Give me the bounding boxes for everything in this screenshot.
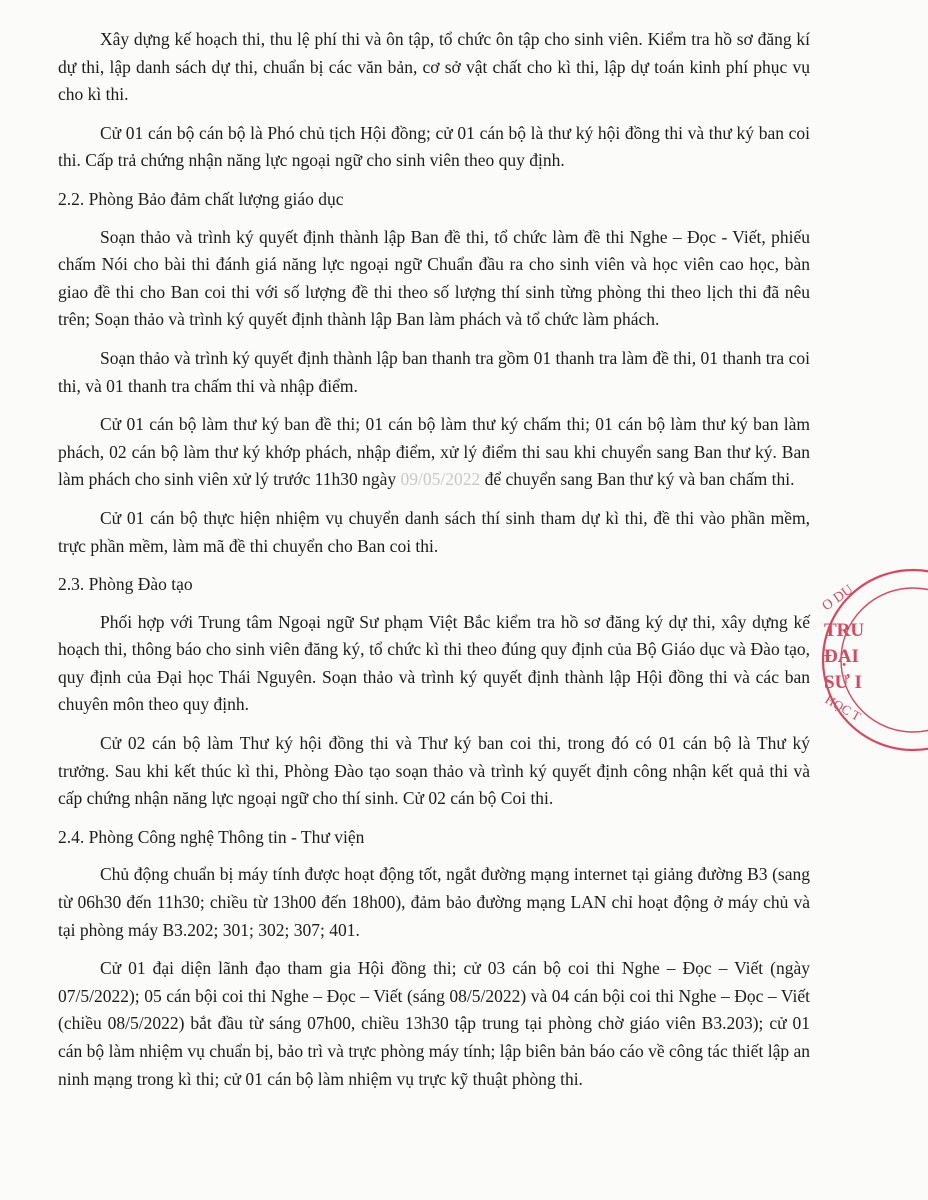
seal-icon [808, 560, 928, 770]
paragraph: Cử 02 cán bộ làm Thư ký hội đồng thi và Thư ký ban coi thi, trong đó có 01 cán bộ là Thư ký trưởng. Sau khi kết thúc kì thi, Phòng Đào tạo soạn thảo và trình ký quyết định công nhận kết quả thi và cấp chứng nhận năng lực ngoại ngữ cho thí sinh. Cử 02 cán bộ Coi thi. [58, 733, 810, 809]
paragraph: Xây dựng kế hoạch thi, thu lệ phí thi và ôn tập, tổ chức ôn tập cho sinh viên. Kiểm tra hồ sơ đăng kí dự thi, lập danh sách dự thi, chuẩn bị các văn bản, cơ sở vật chất cho kì thi, lập dự toán kinh phí phục vụ cho kì thi. [58, 29, 810, 105]
paragraph [58, 411, 810, 494]
svg-text:TRU: TRU [824, 620, 865, 641]
paragraph: Cử 01 đại diện lãnh đạo tham gia Hội đồng thi; cử 03 cán bộ coi thi Nghe – Đọc – Viết (ngày 07/5/2022); 05 cán bội coi thi Nghe – Đọc – Viết (sáng 08/5/2022) và 04 cán bội coi thi Nghe – Đọc – Viết (chiều 08/5/2022) bắt đầu từ sáng 07h00, chiều 13h30 tập trung tại phòng chờ giáo viên B3.203); cử 01 cán bộ làm nhiệm vụ chuẩn bị, bảo trì và trực phòng máy tính; lập biên bản báo cáo về công tác thiết lập an ninh mạng trong kì thi; cử 01 cán bộ làm nhiệm vụ trực kỹ thuật phòng thi. [58, 958, 810, 1089]
paragraph: Chủ động chuẩn bị máy tính được hoạt động tốt, ngắt đường mạng internet tại giảng đường B3 (sang từ 06h30 đến 11h30; chiều từ 13h00 đến 18h00), đảm bảo đường mạng LAN chỉ hoạt động ở máy chủ và tại phòng máy B3.202; 301; 302; 307; 401. [58, 864, 810, 940]
svg-text:HỌC T: HỌC T [822, 691, 864, 724]
paragraph: Phối hợp với Trung tâm Ngoại ngữ Sư phạm Việt Bắc kiểm tra hồ sơ đăng ký dự thi, xây dựng kế hoạch thi, thông báo cho sinh viên đăng ký, tổ chức kì thi theo đúng quy định của Bộ Giáo dục và Đào tạo, quy định của Đại học Thái Nguyên. Soạn thảo và trình ký quyết định thành lập Hội đồng thi và các ban chuyên môn theo quy định. [58, 611, 810, 715]
paragraph: Cử 01 cán bộ cán bộ là Phó chủ tịch Hội đồng; cử 01 cán bộ là thư ký hội đồng thi và thư ký ban coi thi. Cấp trả chứng nhận năng lực ngoại ngữ cho sinh viên theo quy định. [58, 122, 810, 171]
paragraph-text: Cử 01 cán bộ làm thư ký ban đề thi; 01 cán bộ làm thư ký chấm thi; 01 cán bộ làm thư ký ban làm phách, 02 cán bộ làm thư ký khớp phách, nhập điểm, xử lý điểm thi sau khi chuyển sang Ban thư ký. Ban làm phách cho sinh viên xử lý trước 11h30 ngày [58, 414, 810, 490]
paragraph: Soạn thảo và trình ký quyết định thành lập ban thanh tra gồm 01 thanh tra làm đề thi, 01 thanh tra coi thi, và 01 thanh tra chấm thi và nhập điểm. [58, 347, 810, 396]
svg-text:SƯ I: SƯ I [824, 672, 862, 693]
faded-date: 09/05/2022 [400, 469, 481, 490]
section-heading: 2.3. Phòng Đào tạo [58, 574, 193, 595]
svg-text:O DU: O DU [819, 582, 857, 615]
red-seal-stamp [808, 560, 928, 770]
document-page [58, 26, 810, 1104]
section-heading: 2.2. Phòng Bảo đảm chất lượng giáo dục [58, 188, 344, 209]
svg-text:ĐẠI: ĐẠI [824, 646, 859, 667]
section-heading: 2.4. Phòng Công nghệ Thông tin - Thư viện [58, 826, 365, 847]
paragraph: Soạn thảo và trình ký quyết định thành lập Ban đề thi, tổ chức làm đề thi Nghe – Đọc - Viết, phiếu chấm Nói cho bài thi đánh giá năng lực ngoại ngữ Chuẩn đầu ra cho sinh viên và học viên cao học, bàn giao đề thi cho Ban coi thi với số lượng đề thi theo số lượng thí sinh từng phòng thi theo lịch thi đã nêu trên; Soạn thảo và trình ký quyết định thành lập Ban làm phách và tổ chức làm phách. [58, 226, 810, 330]
paragraph-text: để chuyển sang Ban thư ký và ban chấm thi. [480, 469, 795, 490]
paragraph: Cử 01 cán bộ thực hiện nhiệm vụ chuyển danh sách thí sinh tham dự kì thi, đề thi vào phần mềm, trực phần mềm, làm mã đề thi chuyển cho Ban coi thi. [58, 507, 810, 556]
